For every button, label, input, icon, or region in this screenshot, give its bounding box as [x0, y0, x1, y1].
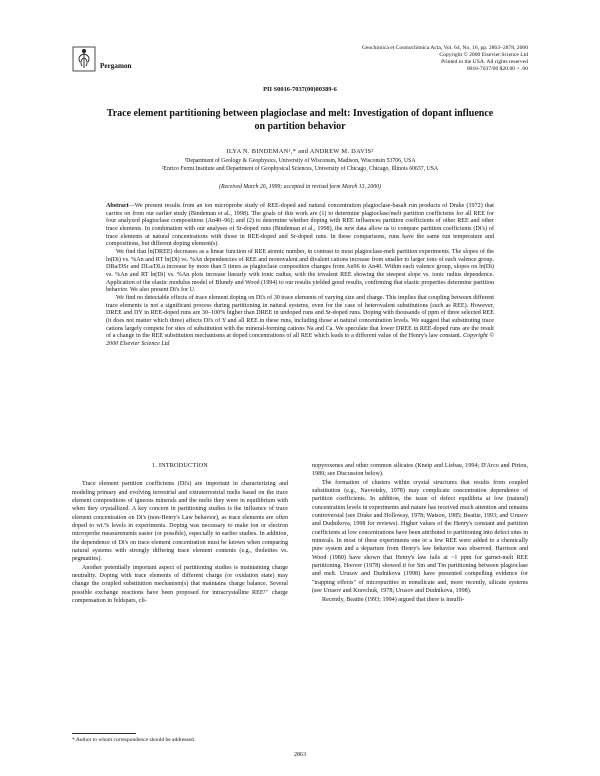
abstract-paragraph-1: Abstract—We present results from an ion microprobe study of REE-doped and natural concentration plagioclase-basalt run products of Drake (1972) that carries on from our earlier study (Bindeman et al., 1998). The goals of this work are (1) to determine plagioclase/melt partition coefficients for all REE for four analyzed plagioclase compositions (An40–96); and (2) to determine whether doping with REE influences partition coefficients of other REE and other trace elements. In combination with our analyses of Sr-doped runs (Bindeman et al., 1998), the new data allow us to compare partition coefficients (Di's) of trace elements at natural concentrations with those in REE-doped and Sr-doped runs. In these comparisons, runs have the same run temperature and compositions, but different doping element(s).: [106, 203, 494, 248]
received-dates: (Received March 26, 1999; accepted in revised form March 13, 2000): [219, 184, 381, 190]
abstract-paragraph-2: We find that ln(DREE) decreases as a linear function of REE atomic number, in contrast to most plagioclase-melt partition experiments. The slopes of the ln(Di) vs. %An and RT ln(Di) vs. %An dependencies of REE and monovalent and divalent cations increase from smaller to larger ions of each valence group. DBa/DSr and DLa/DLu increase by more than 5 times as plagioclase composition changes from An96 to An40. Within each valence group, slopes on ln(Di) vs. %An and RT ln(Di) vs. %An plots increase linearly with ionic radius, with the trivalent REE showing the steepest slope vs. ionic radius dependence. Application of the elastic modulus model of Blundy and Wood (1994) to our results yielded good results, confirming that elastic properties determine partition behavior. We also present Di's for U.: [106, 248, 494, 294]
intro-paragraph-4: Recently, Beattie (1993; 1994) argued that there is insuffi-: [322, 596, 465, 603]
abstract: [106, 203, 494, 348]
title-line-2: on partition behavior: [254, 120, 346, 132]
intro-paragraph-3: The formation of clusters within crystal structures that results from coupled substitution (e.g., Navrotsky, 1978) may complicate concentration dependence of partition coefficients. In addition, the issue of defect equilibria at low (natural) concentration levels in experiments and nature has received much attention and remains controversial (see Drake and Holloway, 1978; Watson, 1985; Beattie, 1993; and Urusov and Dudnikova, 1998 for reviews). Higher values of the Henry's constant and partition coefficients at low concentrations have been attributed to partitioning into defect sites in minerals. In most of these experiments one or a few REE were added to a chemically pure system and a departure from Henry's law behavior was observed. Harrison and Wood (1980) have shown that Henry's law fails at ~1 ppm for garnet-melt REE partitioning. Hoover (1978) showed it for Sm and Tm partitioning between plagioclase and melt. Urusov and Dudnikova (1998) have presented compelling evidence for "trapping effects" of micropurities in nonsilicate and, more recently, silicate systems (see Urusov and Kravchuk, 1978; Urusov and Dudnikova, 1998).: [312, 479, 528, 595]
intro-paragraph-2: Another potentially important aspect of partitioning studies is maintaining charge neutrality. Doping with trace elements of different charge (or oxidation state) may change the coupled substitution mechanism(s) that maintains charge balance. Several possible exchange reactions have been proposed for intracrystalline REE³⁺ charge compensation in feldspars, cli-: [72, 564, 288, 605]
intro-paragraph-1: Trace element partition coefficients (Di's) are important in characterizing and modeling primary and evolving terrestrial and extraterrestrial melts based on the trace element compositions of igneous minerals and the melts they were in equilibrium with when they crystallized. A key concern in partitioning studies is the influence of trace element concentration on Di's (non-Henry's Law behavior), as trace elements are often doped to wt.% levels in experiments. Doping was necessary to make ion or electron microprobe measurements easier (or possible), especially in earlier studies. In addition, the dependence of Di's on trace element concentration must be known when comparing natural systems with strongly differing trace element contents (e.g., tholeiites vs. pegmatites).: [72, 481, 288, 563]
affiliation-1: ¹Department of Geology & Geophysics, University of Wisconsin, Madison, Wisconsin 53706, USA: [184, 158, 416, 164]
footnote: * Author to whom correspondence should be addressed.: [72, 737, 196, 743]
abstract-paragraph-3: We find no detectable effects of trace element doping on Di's of 30 trace elements of varying size and charge. This implies that coupling between different trace elements is not a significant process during partitioning in natural systems, even for the case of heterovalent substitutions (such as REE). However, DREE and DY in REE-doped runs are 30–100% higher than DREE in undoped runs and Sr-doped runs. Doping with thousands of ppm of three selected REE (it does not matter which three) affects Di's of Y and all REE in these runs, including those at natural concentration levels. We suggest that substituting trace cations largely compete for sites of substitution with the mineral-forming cations Na and Ca. We speculate that lower DREE in REE-doped runs are the result of a change in the REE substitution mechanisms at doped concentrations of all REE which leads to a different value of the Henry's law constant. Copyright © 2000 Elsevier Science Ltd: [106, 294, 494, 347]
journal-citation: Geochimica et Cosmochimica Acta, Vol. 64, No. 16, pp. 2863–2878, 2000: [361, 45, 528, 51]
section-heading: 1. INTRODUCTION: [152, 462, 208, 469]
authors: ILYA N. BINDEMAN¹,* and ANDREW M. DAVIS²: [226, 148, 374, 155]
copyright-line: Copyright © 2000 Elsevier Science Ltd: [439, 52, 528, 59]
right-column: [312, 462, 528, 604]
publisher-logo-icon: [72, 46, 96, 72]
paper-title: [70, 108, 530, 133]
issn-line: 0016-7037/00 $20.00 + .00: [466, 66, 528, 73]
journal-info: [362, 45, 528, 73]
intro-paragraph-continued: nopyroxenes and other common silicates (Kneip and Liebau, 1994; D'Arco and Piriou, 1989; see Discussion below).: [312, 463, 528, 478]
pii: PII S0016-7037(00)00389-6: [263, 86, 337, 93]
publisher-name: Pergamon: [100, 62, 132, 70]
title-line-1: Trace element partitioning between plagioclase and melt: Investigation of dopant influence: [106, 108, 494, 119]
affiliation-2: ²Enrico Fermi Institute and Department of Geophysical Sciences, University of Chicago, Chicago, Illinois 60637, USA: [161, 166, 439, 172]
page-number: 2863: [294, 752, 306, 758]
footnote-rule: [72, 733, 136, 734]
abstract-label: Abstract: [106, 203, 129, 209]
printed-line: Printed in the USA. All rights reserved: [441, 59, 528, 66]
abstract-copyright: Copyright © 2000 Elsevier Science Ltd: [106, 333, 494, 347]
left-column: [72, 462, 288, 606]
